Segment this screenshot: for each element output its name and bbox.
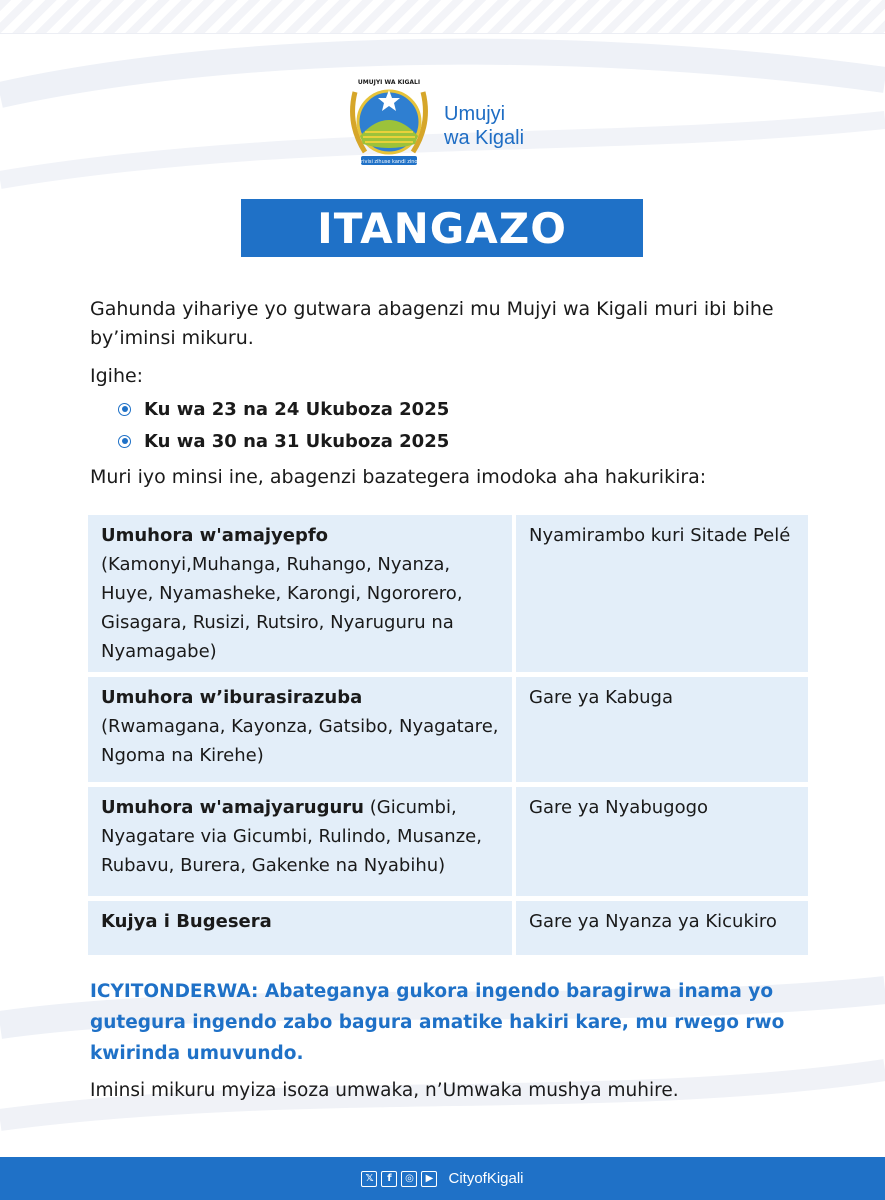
top-decorative-pattern	[0, 0, 885, 34]
route-corridor-cell	[88, 787, 512, 896]
corridor-name: Umuhora w’iburasirazuba	[101, 687, 363, 708]
closing-greeting: Iminsi mikuru myiza isoza umwaka, n’Umwaka mushya muhire.	[90, 1080, 679, 1101]
date-list	[118, 393, 449, 457]
date-item	[118, 425, 449, 457]
corridor-name: Umuhora w'amajyaruguru	[101, 797, 364, 818]
route-pickup-cell: Gare ya Kabuga	[516, 677, 808, 782]
org-name	[444, 102, 524, 150]
org-name-line1: Umujyi	[444, 103, 506, 125]
x-icon[interactable]: 𝕏	[361, 1171, 377, 1187]
social-handle[interactable]: CityofKigali	[448, 1170, 524, 1187]
route-pickup-cell: Gare ya Nyanza ya Kicukiro	[516, 901, 808, 955]
corridor-areas: (Rwamagana, Kayonza, Gatsibo, Nyagatare, Ngoma na Kirehe)	[101, 716, 499, 766]
bullet-icon	[118, 435, 131, 448]
facebook-icon[interactable]: f	[381, 1171, 397, 1187]
bullet-icon	[118, 403, 131, 416]
footer-bar	[0, 1157, 885, 1200]
routes-intro: Muri iyo minsi ine, abagenzi bazategera imodoka aha hakurikira:	[90, 466, 707, 488]
intro-paragraph: Gahunda yihariye yo gutwara abagenzi mu Mujyi wa Kigali muri ibi bihe by’iminsi mikuru.	[90, 298, 774, 349]
logo-motto: Serivisi zihuse kandi zinoze	[354, 159, 424, 165]
org-name-line2: wa Kigali	[444, 127, 525, 149]
corridor-areas: (Kamonyi,Muhanga, Ruhango, Nyanza, Huye, Nyamasheke, Karongi, Ngororero, Gisagara, Rusizi, Rutsiro, Nyaruguru na Nyamagabe)	[101, 554, 463, 662]
corridor-areas: (Gicumbi, Nyagatare via Gicumbi, Rulindo, Musanze, Rubavu, Burera, Gakenke na Nyabihu)	[101, 797, 482, 876]
corridor-name: Umuhora w'amajyepfo	[101, 525, 329, 546]
date-text: Ku wa 23 na 24 Ukuboza 2025	[144, 398, 450, 420]
route-corridor-cell	[88, 515, 512, 672]
route-corridor-cell	[88, 901, 512, 955]
youtube-icon[interactable]: ▶	[421, 1171, 437, 1187]
date-text: Ku wa 30 na 31 Ukuboza 2025	[144, 430, 450, 452]
routes-table	[88, 515, 808, 955]
announcement-title: ITANGAZO	[241, 199, 643, 257]
corridor-name: Kujya i Bugesera	[101, 911, 272, 932]
notice-warning: ICYITONDERWA: Abateganya gukora ingendo baragirwa inama yo gutegura ingendo zabo bagura amatike hakiri kare, mu rwego rwo kwirinda umuvundo.	[90, 981, 785, 1064]
logo-ring-text: UMUJYI WA KIGALI	[357, 79, 421, 86]
route-pickup-cell: Nyamirambo kuri Sitade Pelé	[516, 515, 808, 672]
kigali-city-logo	[343, 74, 435, 170]
time-label: Igihe:	[90, 365, 144, 387]
route-corridor-cell	[88, 677, 512, 782]
route-pickup-cell: Gare ya Nyabugogo	[516, 787, 808, 896]
instagram-icon[interactable]: ◎	[401, 1171, 417, 1187]
date-item	[118, 393, 449, 425]
